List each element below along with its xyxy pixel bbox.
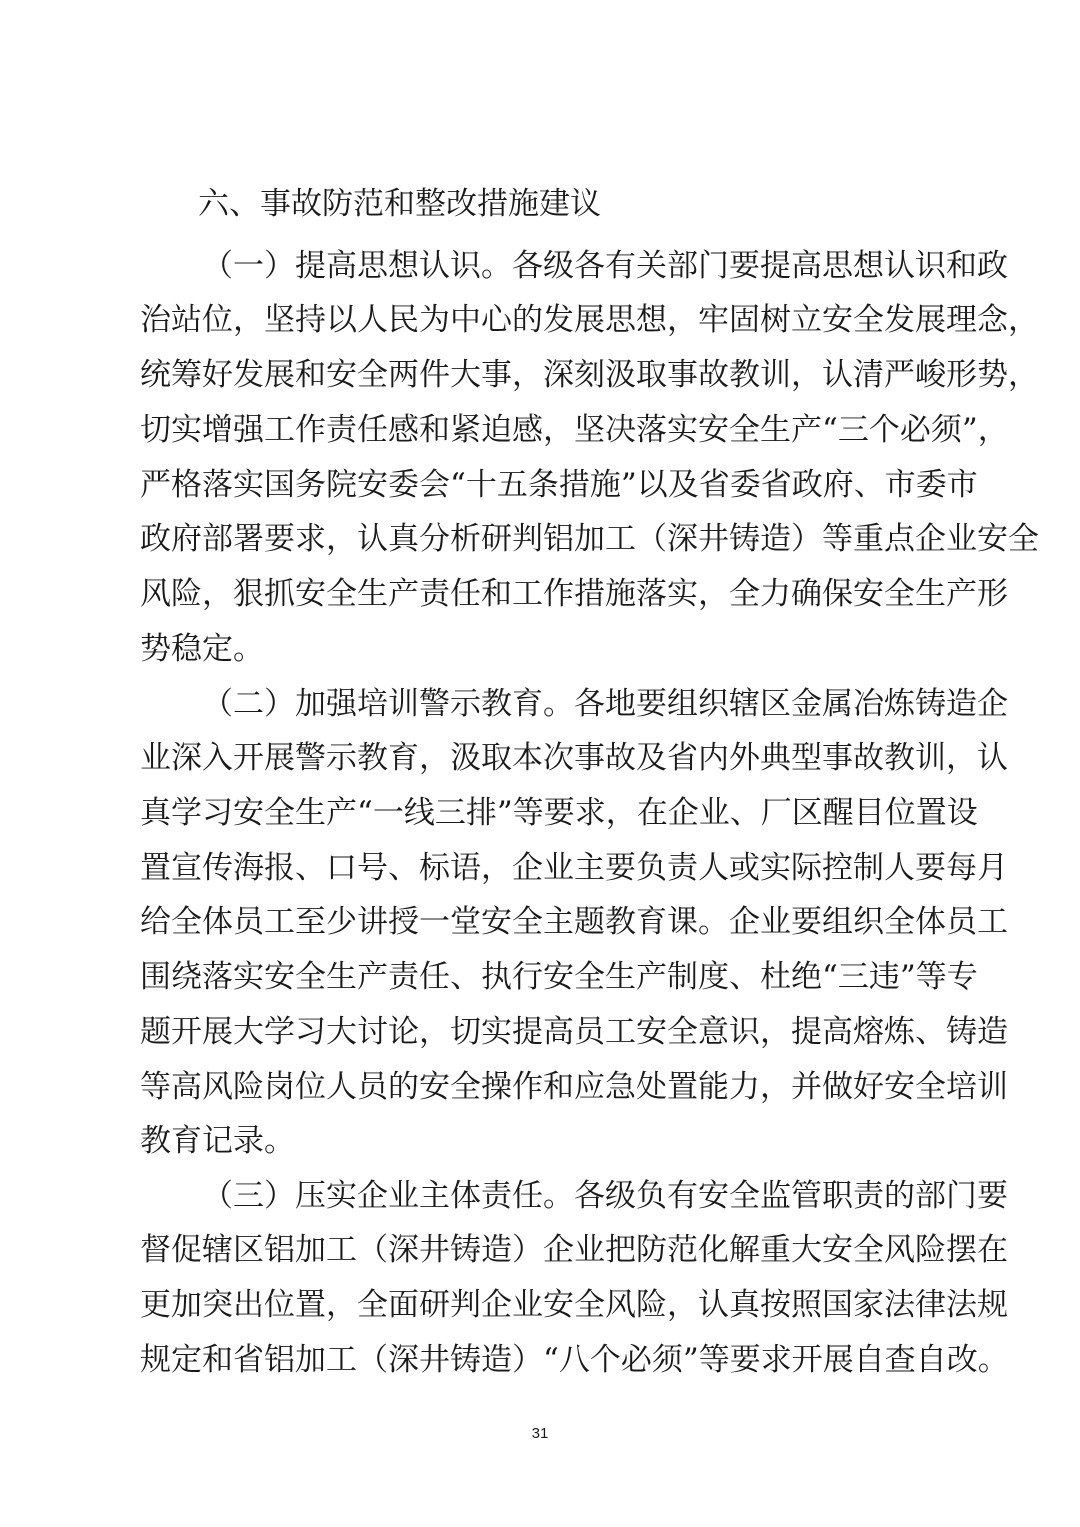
paragraph-line: 业深入开展警示教育，汲取本次事故及省内外典型事故教训，认 bbox=[140, 740, 1008, 776]
section-heading: 六、事故防范和整改措施建议 bbox=[198, 186, 601, 222]
paragraph-line: 统筹好发展和安全两件大事，深刻汲取事故教训，认清严峻形势， bbox=[140, 357, 1039, 393]
paragraph-line: 围绕落实安全生产责任、执行安全生产制度、杜绝“三违”等专 bbox=[140, 959, 978, 995]
paragraph-line: 风险，狠抓安全生产责任和工作措施落实，全力确保安全生产形 bbox=[140, 576, 1008, 612]
paragraph-line: 治站位，坚持以人民为中心的发展思想，牢固树立安全发展理念， bbox=[140, 302, 1039, 338]
paragraph-line: 真学习安全生产“一线三排”等要求，在企业、厂区醒目位置设 bbox=[140, 795, 978, 831]
paragraph-line: 置宣传海报、口号、标语，企业主要负责人或实际控制人要每月 bbox=[140, 850, 1008, 886]
paragraph-line: 切实增强工作责任感和紧迫感，坚决落实安全生产“三个必须”， bbox=[140, 412, 1009, 448]
paragraph-line: （三）压实企业主体责任。各级负有安全监管职责的部门要 bbox=[202, 1178, 1008, 1214]
paragraph-line: 规定和省铝加工（深井铸造）“八个必须”等要求开展自查自改。 bbox=[140, 1342, 1009, 1378]
paragraph-line: 政府部署要求，认真分析研判铝加工（深井铸造）等重点企业安全 bbox=[140, 521, 1039, 557]
paragraph-line: 题开展大学习大讨论，切实提高员工安全意识，提高熔炼、铸造 bbox=[140, 1014, 1008, 1050]
paragraph-line: 教育记录。 bbox=[140, 1123, 295, 1159]
page-number: 31 bbox=[531, 1425, 549, 1442]
paragraph-line: 给全体员工至少讲授一堂安全主题教育课。企业要组织全体员工 bbox=[140, 904, 1008, 940]
paragraph-line: （一）提高思想认识。各级各有关部门要提高思想认识和政 bbox=[202, 248, 1008, 284]
paragraph-line: （二）加强培训警示教育。各地要组织辖区金属冶炼铸造企 bbox=[202, 686, 1008, 722]
paragraph-line: 更加突出位置，全面研判企业安全风险，认真按照国家法律法规 bbox=[140, 1287, 1008, 1323]
paragraph-line: 督促辖区铝加工（深井铸造）企业把防范化解重大安全风险摆在 bbox=[140, 1232, 1008, 1268]
paragraph-line: 严格落实国务院安委会“十五条措施”以及省委省政府、市委市 bbox=[140, 467, 978, 503]
paragraph-line: 势稳定。 bbox=[140, 631, 264, 667]
paragraph-line: 等高风险岗位人员的安全操作和应急处置能力，并做好安全培训 bbox=[140, 1069, 1008, 1105]
